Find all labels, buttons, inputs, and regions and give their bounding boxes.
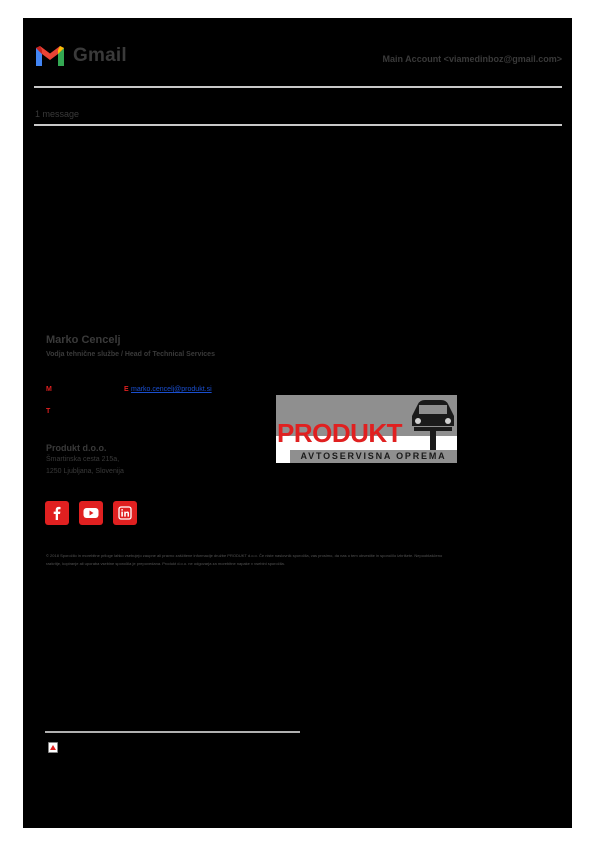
header-divider bbox=[34, 86, 562, 88]
mobile-label: M bbox=[46, 386, 52, 393]
linkedin-icon bbox=[118, 506, 132, 520]
company-name: Produkt d.o.o. bbox=[46, 443, 107, 453]
address-line-1: Šmartinska cesta 215a, bbox=[46, 456, 120, 463]
disclaimer-text: © 2018 Sporočilo in morebitne priloge lahko vsebujejo zaupne ali pravno zaščitene informacije družbe PRODUKT d.o.o. Če niste naslovnik sporočila, vas prosimo, da nas o tem obvestite in sporočilo izbrišete. Nepooblaščeno razkritje, kopiranje ali uporaba vsebine sporočila je prepovedana. Produkt d.o.o. ne odgovarja za morebitne napake v vsebini sporočila. bbox=[46, 553, 443, 566]
email-label: E bbox=[124, 386, 129, 393]
account-label: Main Account <viamedinboz@gmail.com> bbox=[382, 54, 562, 64]
signature-role: Vodja tehnične službe / Head of Technical Services bbox=[46, 351, 215, 358]
message-count: 1 message bbox=[35, 109, 80, 119]
address-line-2: 1250 Ljubljana, Slovenija bbox=[46, 468, 124, 475]
company-banner bbox=[276, 395, 457, 463]
signature-name: Marko Cencelj bbox=[46, 334, 121, 346]
linkedin-button[interactable] bbox=[113, 501, 137, 525]
youtube-button[interactable] bbox=[79, 501, 103, 525]
youtube-icon bbox=[83, 507, 99, 519]
email-link[interactable]: marko.cencelj@produkt.si bbox=[131, 386, 212, 393]
phone-label: T bbox=[46, 408, 51, 415]
email-print-page bbox=[23, 18, 572, 828]
gmail-logo-icon bbox=[34, 44, 66, 68]
attachment-file-icon[interactable] bbox=[48, 742, 58, 753]
facebook-icon bbox=[51, 506, 63, 520]
attachment-divider bbox=[45, 731, 300, 733]
banner-wordmark: PRODUKT bbox=[277, 418, 403, 448]
facebook-button[interactable] bbox=[45, 501, 69, 525]
thread-divider bbox=[34, 124, 562, 126]
banner-subtitle: AVTOSERVISNA OPREMA bbox=[290, 450, 457, 463]
brand-name: Gmail bbox=[73, 45, 127, 66]
